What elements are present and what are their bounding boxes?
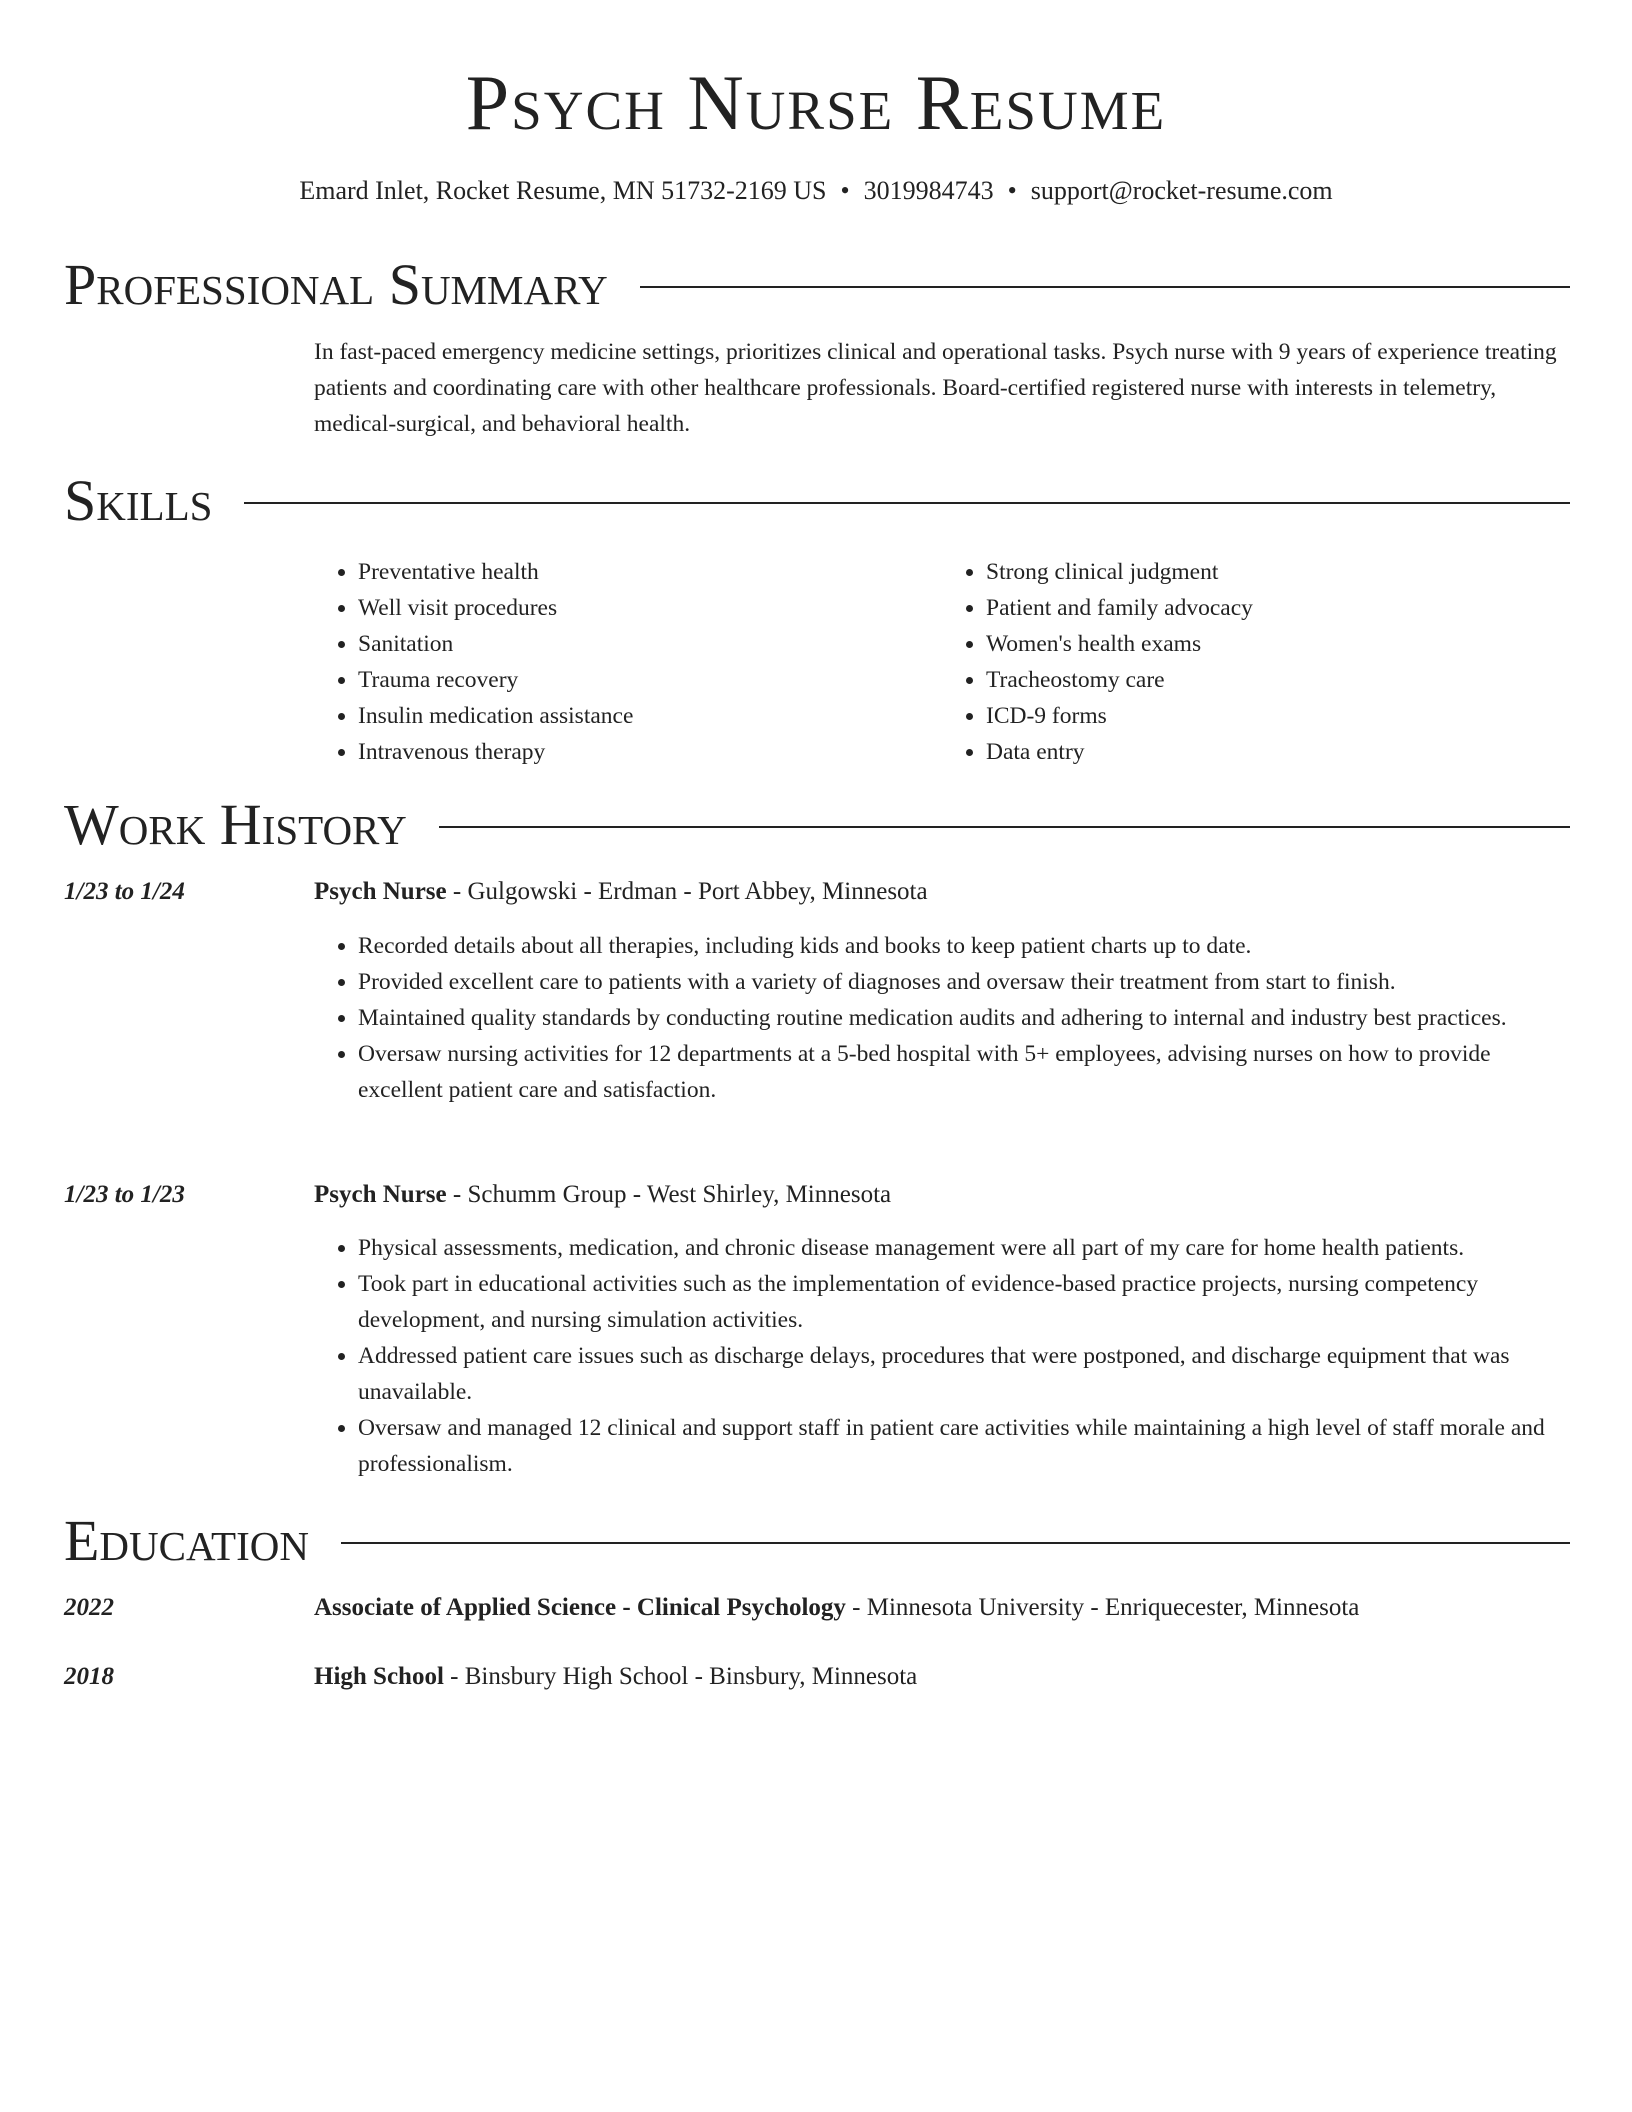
- section-divider: [341, 1542, 1570, 1544]
- job-dates: 1/23 to 1/24: [64, 878, 185, 905]
- job-bullet: • Oversaw and managed 12 clinical and support staff in patient care activities while maintaining a high level of staff morale and professionalism.: [358, 1410, 1570, 1482]
- skill-item: • Data entry: [986, 734, 1570, 770]
- section-divider: [640, 286, 1570, 288]
- job-header: [314, 874, 1570, 910]
- education-degree: High School: [314, 1663, 444, 1690]
- education-heading: Education: [64, 1508, 309, 1573]
- education-section-header: [64, 1508, 1570, 1574]
- job-title: Psych Nurse: [314, 1181, 447, 1208]
- education-entry: [314, 1659, 1570, 1695]
- contact-address: Emard Inlet, Rocket Resume, MN 51732-2169 US: [299, 176, 827, 205]
- section-divider: [244, 502, 1570, 504]
- skill-item: • Sanitation: [358, 626, 942, 662]
- job-bullet: • Provided excellent care to patients with a variety of diagnoses and oversaw their treatment from start to finish.: [358, 964, 1570, 1000]
- skill-item: • Intravenous therapy: [358, 734, 942, 770]
- job-bullet: • Maintained quality standards by conducting routine medication audits and adhering to internal and industry best practices.: [358, 1000, 1570, 1036]
- skill-item: • Strong clinical judgment: [986, 554, 1570, 590]
- job-bullets: [314, 928, 1570, 1108]
- contact-separator: •: [1007, 176, 1017, 205]
- skill-item: • Patient and family advocacy: [986, 590, 1570, 626]
- work-heading: Work History: [64, 792, 407, 857]
- skills-section-header: [64, 468, 1570, 534]
- summary-section-header: [64, 252, 1570, 318]
- skills-column-left: [314, 554, 942, 770]
- job-bullet: • Recorded details about all therapies, including kids and books to keep patient charts up to date.: [358, 928, 1570, 964]
- job-header: [314, 1177, 1570, 1213]
- skills-list: [314, 554, 1570, 770]
- job-bullet: • Oversaw nursing activities for 12 departments at a 5-bed hospital with 5+ employees, advising nurses on how to provide excellent patient care and satisfaction.: [358, 1036, 1570, 1108]
- skill-item: • Trauma recovery: [358, 662, 942, 698]
- work-section-header: [64, 792, 1570, 858]
- skill-item: • Tracheostomy care: [986, 662, 1570, 698]
- job-bullet: • Took part in educational activities such as the implementation of evidence-based practice projects, nursing competency development, and nursing simulation activities.: [358, 1266, 1570, 1338]
- skill-item: • Women's health exams: [986, 626, 1570, 662]
- skills-heading: Skills: [64, 468, 213, 533]
- skill-item: • Insulin medication assistance: [358, 698, 942, 734]
- job-dates: 1/23 to 1/23: [64, 1181, 185, 1208]
- job-title: Psych Nurse: [314, 878, 447, 905]
- education-year: 2018: [64, 1663, 114, 1690]
- job-bullet: • Addressed patient care issues such as discharge delays, procedures that were postponed, and discharge equipment that was unavailable.: [358, 1338, 1570, 1410]
- education-details: - Binsbury High School - Binsbury, Minnesota: [443, 1663, 918, 1690]
- education-year: 2022: [64, 1594, 114, 1621]
- job-details: - Schumm Group - West Shirley, Minnesota: [446, 1181, 892, 1208]
- job-bullet: • Physical assessments, medication, and chronic disease management were all part of my care for home health patients.: [358, 1230, 1570, 1266]
- job-bullets: [314, 1230, 1570, 1482]
- contact-phone: 3019984743: [863, 176, 994, 205]
- contact-separator: •: [840, 176, 850, 205]
- resume-title: Psych Nurse Resume: [465, 59, 1167, 146]
- contact-line: [0, 175, 1632, 207]
- skill-item: • Well visit procedures: [358, 590, 942, 626]
- skills-column-right: [942, 554, 1570, 770]
- summary-heading: Professional Summary: [64, 252, 608, 317]
- summary-text: In fast-paced emergency medicine settings, prioritizes clinical and operational tasks. Psych nurse with 9 years of experience treating patients and coordinating care with other healthcare professionals. Board-certified registered nurse with interests in telemetry, medical-surgical, and behavioral health.: [314, 339, 1557, 437]
- contact-email: support@rocket-resume.com: [1030, 176, 1333, 205]
- education-degree: Associate of Applied Science - Clinical Psychology: [314, 1594, 846, 1621]
- education-entry: [314, 1590, 1570, 1626]
- education-details: - Minnesota University - Enriquecester, Minnesota: [845, 1594, 1360, 1621]
- job-details: - Gulgowski - Erdman - Port Abbey, Minnesota: [446, 878, 928, 905]
- skill-item: • Preventative health: [358, 554, 942, 590]
- section-divider: [439, 826, 1570, 828]
- skill-item: • ICD-9 forms: [986, 698, 1570, 734]
